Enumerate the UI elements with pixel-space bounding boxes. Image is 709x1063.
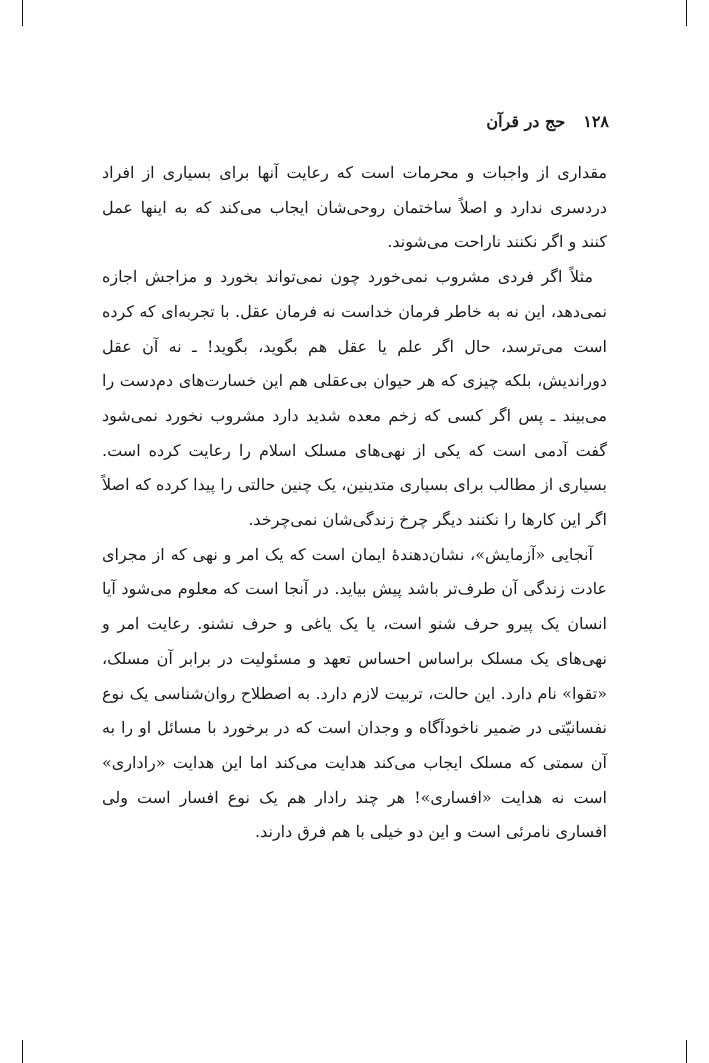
paragraph-2: مثلاً اگر فردی مشروب نمی‌خورد چون نمی‌تواند بخورد و مزاجش اجازه نمی‌دهد، این نه به خاطر فرمان خداست نه فرمان عقل. با تجربه‌ای که کرده است می‌ترسد، حال اگر علم یا عقل هم بگوید، بگوید! ـ نه آن عقل دوراندیش، بلکه چیزی که هر حیوان بی‌عقلی هم این خسارت‌های دم‌دست را می‌بیند ـ پس اگر کسی که زخم معده شدید دارد مشروب نخورد نمی‌شود گفت آدمی است که یکی از نهی‌های مسلک اسلام را رعایت کرده است. بسیاری از مطالب برای بسیاری متدینین، یک چنین حالتی را پیدا کرده که اصلاً اگر این کارها را نکنند دیگر چرخ زندگی‌شان نمی‌چرخد. [102,267,608,530]
crop-mark-top-right [686,0,687,26]
paragraph-1: مقداری از واجبات و محرمات است که رعایت آنها برای بسیاری از افراد دردسری ندارد و اصلاً ساختمان روحی‌شان ایجاب می‌کند که به اینها عمل کنند و اگر نکنند ناراحت می‌شوند. [102,163,607,252]
crop-mark-bottom-left [22,1040,23,1063]
page-header [486,112,609,131]
page-number: ۱۲۸ [583,112,609,131]
body-text [102,156,607,850]
crop-mark-bottom-right [686,1040,687,1063]
paragraph-3: آنجایی «آزمایش»، نشان‌دهندهٔ ایمان است که یک امر و نهی که از مجرای عادت زندگی آن طرف‌تر باشد پیش بیاید. در آنجا است که معلوم می‌شود آیا انسان یک پیرو حرف شنو است، یا یک یاغی و حرف نشنو. رعایت امر و نهی‌های یک مسلک براساس احساس تعهد و مسئولیت در برابر آن مسلک، «تقوا» نام دارد. این حالت، تربیت لازم دارد. به اصطلاح روان‌شناسی یک نوع نفسانیّتی در ضمیر ناخودآگاه و وجدان است که در برخورد با مسائل او را به آن سمتی که مسلک ایجاب می‌کند هدایت می‌کند اما این هدایت «راداری» است نه هدایت «افساری»! هر چند رادار هم یک نوع افسار است ولی افساری نامرئی است و این دو خیلی با هم فرق دارند. [102,544,608,842]
running-title: حج در قرآن [486,112,566,131]
crop-mark-top-left [22,0,23,26]
